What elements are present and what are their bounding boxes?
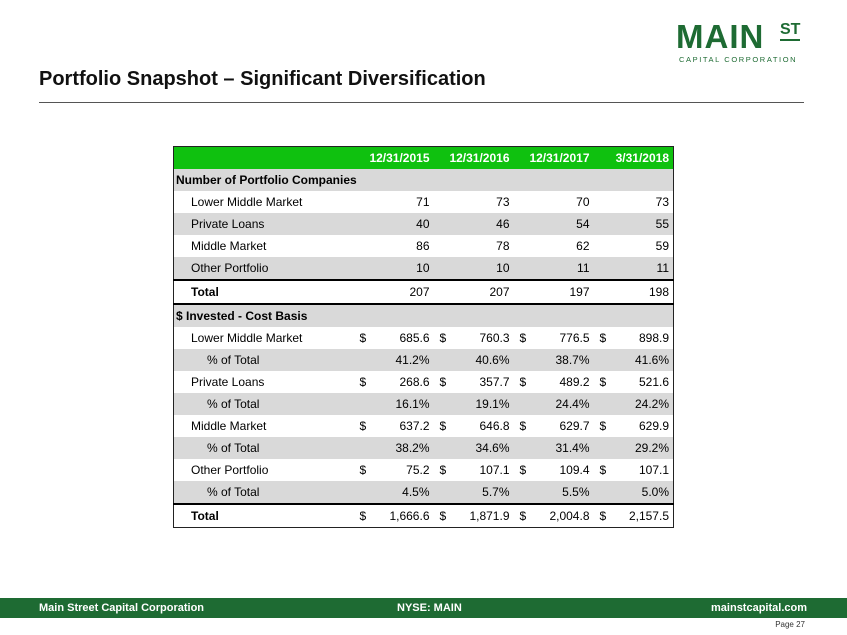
money-cell: [594, 327, 674, 349]
column-header: 12/31/2017: [514, 147, 594, 170]
currency-symbol: $: [439, 463, 447, 477]
currency-symbol: $: [439, 331, 447, 345]
value-cell: 11: [514, 257, 594, 280]
money-value: 107.1: [479, 463, 510, 477]
currency-symbol: $: [599, 331, 607, 345]
row-label: Middle Market: [174, 415, 354, 437]
money-value: 2,004.8: [549, 509, 590, 523]
currency-symbol: $: [519, 331, 527, 345]
section-header-row: [174, 169, 674, 191]
percent-cell: 38.7%: [514, 349, 594, 371]
title-divider: [39, 102, 804, 103]
section-blank: [594, 304, 674, 327]
value-cell: 62: [514, 235, 594, 257]
total-value: 198: [594, 280, 674, 304]
percent-cell: 41.2%: [354, 349, 434, 371]
row-label: Private Loans: [174, 371, 354, 393]
total-label: Total: [174, 504, 354, 528]
row-label: Other Portfolio: [174, 459, 354, 481]
money-value: 629.9: [638, 419, 669, 433]
main-street-logo: [676, 20, 826, 62]
value-cell: 55: [594, 213, 674, 235]
money-value: 1,666.6: [389, 509, 430, 523]
money-cell: [354, 371, 434, 393]
row-label: Middle Market: [174, 235, 354, 257]
section-blank: [354, 304, 434, 327]
currency-symbol: $: [439, 375, 447, 389]
footer-website: mainstcapital.com: [711, 602, 807, 614]
currency-symbol: $: [599, 463, 607, 477]
currency-symbol: $: [359, 375, 367, 389]
value-cell: 10: [354, 257, 434, 280]
percent-label: % of Total: [174, 393, 354, 415]
percent-cell: 34.6%: [434, 437, 514, 459]
percent-row: [174, 393, 674, 415]
money-value: 521.6: [638, 375, 669, 389]
percent-label: % of Total: [174, 349, 354, 371]
table-row: [174, 191, 674, 213]
value-cell: 54: [514, 213, 594, 235]
money-cell: [594, 415, 674, 437]
portfolio-snapshot-table: [173, 146, 674, 528]
money-cell: [434, 415, 514, 437]
percent-label: % of Total: [174, 437, 354, 459]
money-value: 629.7: [559, 419, 590, 433]
money-value: 489.2: [559, 375, 590, 389]
section-blank: [434, 169, 514, 191]
money-cell: [594, 504, 674, 528]
money-cell: [434, 459, 514, 481]
currency-symbol: $: [359, 419, 367, 433]
section-blank: [434, 304, 514, 327]
money-value: 109.4: [559, 463, 590, 477]
page-title: Portfolio Snapshot – Significant Diversification: [39, 68, 486, 90]
money-cell: [514, 327, 594, 349]
money-cell: [514, 371, 594, 393]
section-label: Number of Portfolio Companies: [174, 169, 354, 191]
section-blank: [594, 169, 674, 191]
value-cell: 73: [434, 191, 514, 213]
currency-symbol: $: [359, 331, 367, 345]
money-cell: [354, 415, 434, 437]
money-cell: [434, 327, 514, 349]
percent-label: % of Total: [174, 481, 354, 504]
table-header-row: [174, 147, 674, 170]
total-label: Total: [174, 280, 354, 304]
percent-cell: 41.6%: [594, 349, 674, 371]
money-value: 1,871.9: [469, 509, 510, 523]
row-label: Lower Middle Market: [174, 191, 354, 213]
footer-ticker: NYSE: MAIN: [397, 602, 462, 614]
row-label: Lower Middle Market: [174, 327, 354, 349]
logo-subtitle: CAPITAL CORPORATION: [679, 55, 798, 64]
value-cell: 10: [434, 257, 514, 280]
value-cell: 59: [594, 235, 674, 257]
money-cell: [514, 415, 594, 437]
money-value: 268.6: [399, 375, 430, 389]
money-cell: [514, 504, 594, 528]
table-row: [174, 235, 674, 257]
value-cell: 71: [354, 191, 434, 213]
money-value: 776.5: [559, 331, 590, 345]
total-row: [174, 280, 674, 304]
money-value: 646.8: [479, 419, 510, 433]
section-blank: [354, 169, 434, 191]
value-cell: 46: [434, 213, 514, 235]
value-cell: 73: [594, 191, 674, 213]
footer-company-name: Main Street Capital Corporation: [39, 602, 205, 614]
percent-cell: 31.4%: [514, 437, 594, 459]
section-blank: [514, 304, 594, 327]
value-cell: 78: [434, 235, 514, 257]
money-value: 357.7: [479, 375, 510, 389]
money-value: 107.1: [638, 463, 669, 477]
table-row: [174, 213, 674, 235]
section-label: $ Invested - Cost Basis: [174, 304, 354, 327]
percent-row: [174, 437, 674, 459]
currency-symbol: $: [359, 463, 367, 477]
percent-row: [174, 349, 674, 371]
currency-symbol: $: [519, 463, 527, 477]
percent-row: [174, 481, 674, 504]
currency-symbol: $: [519, 509, 527, 523]
value-cell: 11: [594, 257, 674, 280]
total-row: [174, 504, 674, 528]
table-row: [174, 459, 674, 481]
row-label: Private Loans: [174, 213, 354, 235]
money-cell: [594, 459, 674, 481]
currency-symbol: $: [599, 375, 607, 389]
table-row: [174, 371, 674, 393]
money-cell: [354, 459, 434, 481]
logo-wordmark: MAIN: [676, 18, 765, 55]
currency-symbol: $: [599, 419, 607, 433]
header-blank: [174, 147, 354, 170]
money-value: 898.9: [638, 331, 669, 345]
table-row: [174, 257, 674, 280]
money-value: 75.2: [406, 463, 430, 477]
section-header-row: [174, 304, 674, 327]
total-value: 207: [354, 280, 434, 304]
value-cell: 40: [354, 213, 434, 235]
column-header: 12/31/2015: [354, 147, 434, 170]
currency-symbol: $: [519, 419, 527, 433]
percent-cell: 5.0%: [594, 481, 674, 504]
percent-cell: 16.1%: [354, 393, 434, 415]
portfolio-table-container: [173, 146, 673, 528]
money-cell: [514, 459, 594, 481]
percent-cell: 24.2%: [594, 393, 674, 415]
money-value: 760.3: [479, 331, 510, 345]
currency-symbol: $: [359, 509, 367, 523]
value-cell: 70: [514, 191, 594, 213]
total-value: 197: [514, 280, 594, 304]
percent-cell: 19.1%: [434, 393, 514, 415]
percent-cell: 38.2%: [354, 437, 434, 459]
logo-st: ST: [780, 22, 800, 41]
column-header: 3/31/2018: [594, 147, 674, 170]
money-value: 685.6: [399, 331, 430, 345]
money-cell: [594, 371, 674, 393]
percent-cell: 29.2%: [594, 437, 674, 459]
money-value: 637.2: [399, 419, 430, 433]
money-cell: [354, 327, 434, 349]
currency-symbol: $: [439, 509, 447, 523]
percent-cell: 5.7%: [434, 481, 514, 504]
percent-cell: 40.6%: [434, 349, 514, 371]
money-cell: [354, 504, 434, 528]
column-header: 12/31/2016: [434, 147, 514, 170]
table-row: [174, 415, 674, 437]
page-number: Page 27: [775, 620, 805, 629]
money-value: 2,157.5: [628, 509, 669, 523]
money-cell: [434, 504, 514, 528]
percent-cell: 4.5%: [354, 481, 434, 504]
currency-symbol: $: [439, 419, 447, 433]
footer-bar: [0, 598, 847, 618]
percent-cell: 24.4%: [514, 393, 594, 415]
percent-cell: 5.5%: [514, 481, 594, 504]
currency-symbol: $: [599, 509, 607, 523]
row-label: Other Portfolio: [174, 257, 354, 280]
section-blank: [514, 169, 594, 191]
total-value: 207: [434, 280, 514, 304]
value-cell: 86: [354, 235, 434, 257]
currency-symbol: $: [519, 375, 527, 389]
table-row: [174, 327, 674, 349]
money-cell: [434, 371, 514, 393]
